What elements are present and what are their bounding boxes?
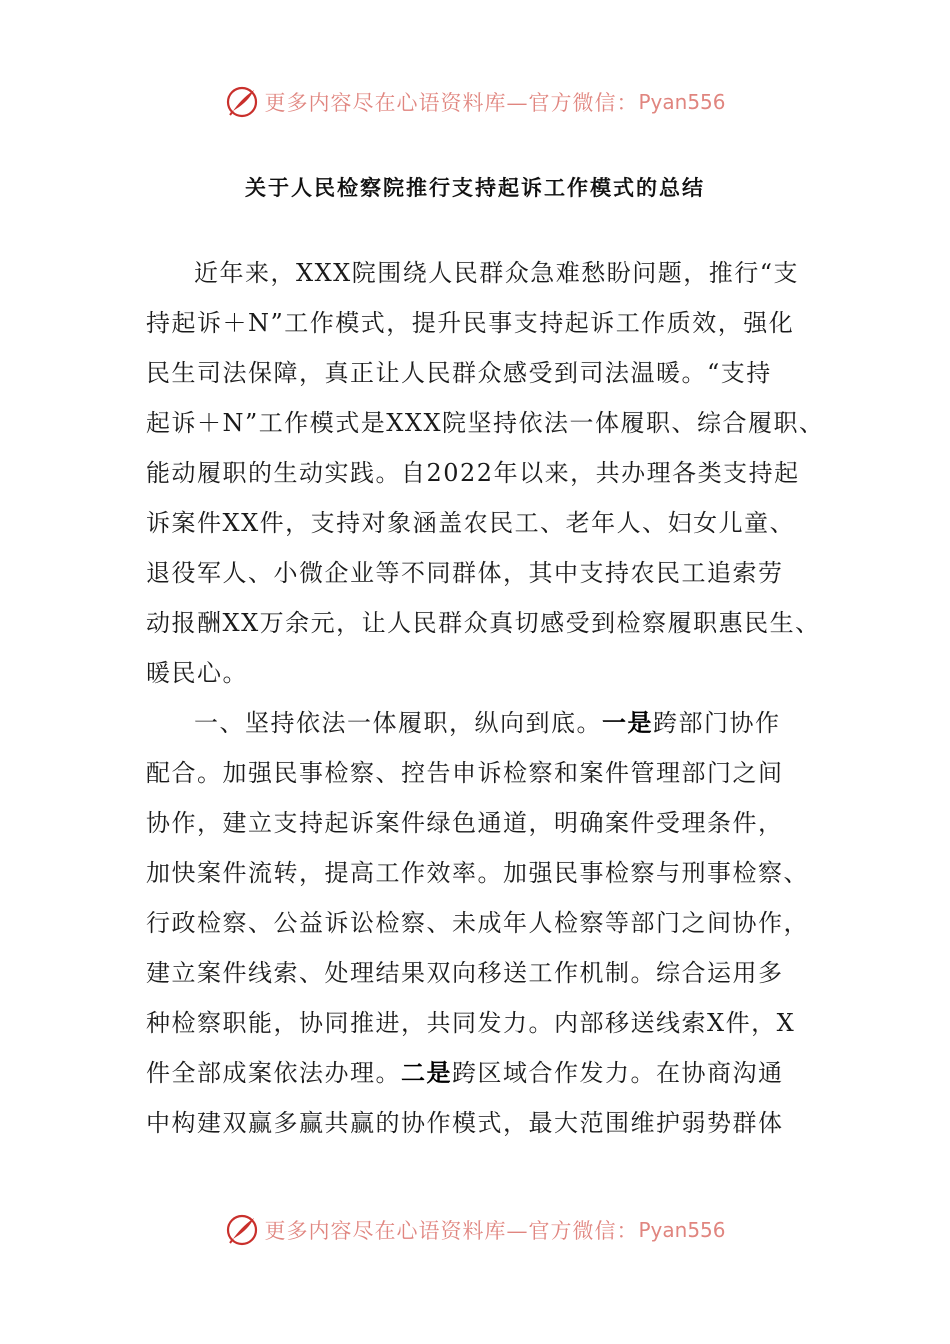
section-heading: 一、坚持依法一体履职，纵向到底。 (194, 709, 602, 737)
body-line: 行政检察、公益诉讼检察、未成年人检察等部门之间协作， (146, 909, 809, 937)
quill-logo-icon (224, 84, 260, 120)
footer-wechat-id: Pyan556 (638, 1218, 726, 1242)
body-line: 中构建双赢多赢共赢的协作模式，最大范围维护弱势群体 (146, 1109, 784, 1137)
body-line: 近年来，XXX院围绕人民群众急难愁盼问题，推行“支 (194, 259, 800, 287)
body-line: 民生司法保障，真正让人民群众感受到司法温暖。“支持 (146, 359, 772, 387)
header-wechat-id: Pyan556 (638, 90, 726, 114)
footer-banner (0, 1210, 950, 1250)
body-line: 起诉＋N”工作模式是XXX院坚持依法一体履职、综合履职、 (146, 409, 825, 437)
document-body (146, 248, 825, 1148)
header-banner (0, 82, 950, 122)
body-line: 持起诉＋N”工作模式，提升民事支持起诉工作质效，强化 (146, 309, 795, 337)
bold-marker: 一是 (602, 708, 653, 737)
body-text: 件全部成案依法办理。 (146, 1059, 401, 1087)
bold-marker: 二是 (401, 1058, 452, 1087)
body-line: 配合。加强民事检察、控告申诉检察和案件管理部门之间 (146, 759, 784, 787)
body-line: 退役军人、小微企业等不同群体，其中支持农民工追索劳 (146, 559, 784, 587)
body-line: 动报酬XX万余元，让人民群众真切感受到检察履职惠民生、 (146, 609, 821, 637)
body-text: 跨区域合作发力。在协商沟通 (452, 1059, 784, 1087)
body-line: 诉案件XX件，支持对象涵盖农民工、老年人、妇女儿童、 (146, 509, 796, 537)
section-heading-line (146, 698, 825, 748)
body-text: 跨部门协作 (653, 709, 781, 737)
quill-logo-icon (224, 1212, 260, 1248)
body-line: 种检察职能，协同推进，共同发力。内部移送线索X件，X (146, 1009, 796, 1037)
footer-banner-text: 更多内容尽在心语资料库—官方微信： (264, 1219, 639, 1243)
document-title: 关于人民检察院推行支持起诉工作模式的总结 (245, 176, 705, 200)
header-banner-text: 更多内容尽在心语资料库—官方微信： (264, 91, 639, 115)
body-line: 建立案件线索、处理结果双向移送工作机制。综合运用多 (146, 959, 784, 987)
body-line: 协作，建立支持起诉案件绿色通道，明确案件受理条件， (146, 809, 784, 837)
body-line: 加快案件流转，提高工作效率。加强民事检察与刑事检察、 (146, 859, 809, 887)
body-line: 暖民心。 (146, 659, 248, 687)
body-line: 能动履职的生动实践。自2022年以来，共办理各类支持起 (146, 459, 800, 487)
body-line (146, 1048, 825, 1098)
